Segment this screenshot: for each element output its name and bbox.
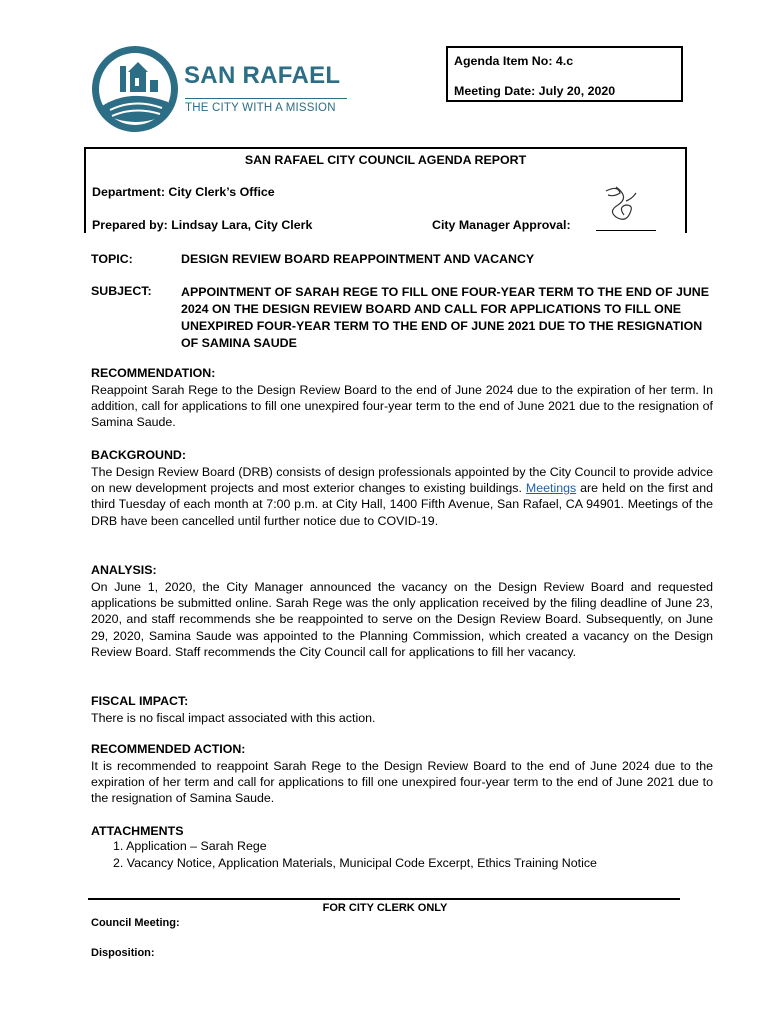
- report-title: SAN RAFAEL CITY COUNCIL AGENDA REPORT: [244, 153, 527, 167]
- recommended-action-heading: RECOMMENDED ACTION:: [91, 742, 246, 756]
- attachment-item: 2. Vacancy Notice, Application Materials, Municipal Code Excerpt, Ethics Training Notice: [113, 856, 597, 870]
- council-meeting-label: Council Meeting:: [91, 917, 180, 929]
- attachments-heading: ATTACHMENTS: [91, 824, 184, 838]
- topic-label: TOPIC:: [91, 252, 133, 266]
- analysis-text: On June 1, 2020, the City Manager announced the vacancy on the Design Review Board and requested applications be submitted online. Sarah Rege was the only application received by the filing deadline of June 23, 2020, and staff recommends she be reappointed to serve on the Design Review Board. Subsequently, on June 29, 2020, Samina Saude was appointed to the Planning Commission, which created a vacancy on the Design Review Board. Staff recommends the City Council call for applications to fill her vacancy.: [91, 580, 713, 659]
- background-text: [91, 464, 713, 529]
- analysis-heading: ANALYSIS:: [91, 563, 157, 577]
- recommendation-heading: RECOMMENDATION:: [91, 366, 216, 380]
- logo-title: SAN RAFAEL: [184, 62, 341, 89]
- background-text-start: The Design Review Board (DRB) consists of design professionals appointed by the City Council to provide advice on new development projects and most exterior changes to existing buildings.: [91, 465, 713, 496]
- prepared-by: Prepared by: Lindsay Lara, City Clerk: [92, 218, 313, 232]
- subject-value: APPOINTMENT OF SARAH REGE TO FILL ONE FOUR-YEAR TERM TO THE END OF JUNE 2024 ON THE DESIGN REVIEW BOARD AND CALL FOR APPLICATIONS TO FILL ONE UNEXPIRED FOUR-YEAR TERM TO THE END OF JUNE 2021 DUE TO THE RESIGNATION OF SAMINA SAUDE: [181, 285, 710, 350]
- background-text-end: are held on the first and third Tuesday of each month at 7:00 p.m. at City Hall, 1400 Fifth Avenue, San Rafael, CA 94901. Meetings of the DRB have been cancelled until further notice due to COVID-19.: [91, 481, 713, 528]
- topic-value: DESIGN REVIEW BOARD REAPPOINTMENT AND VACANCY: [181, 252, 535, 266]
- recommended-action-text: It is recommended to reappoint Sarah Rege to the Design Review Board to the end of June 2024 due to the expiration of her term and call for applications to fill one unexpired four-year term to the end of June 2021 due to the resignation of Samina Saude.: [91, 759, 713, 806]
- logo-divider: [185, 98, 347, 99]
- attachments-list: [113, 838, 597, 872]
- agenda-item-number: Agenda Item No: 4.c: [454, 54, 574, 68]
- signature-line: [596, 230, 656, 231]
- fiscal-impact-heading: FISCAL IMPACT:: [91, 694, 189, 708]
- recommendation-text: Reappoint Sarah Rege to the Design Review Board to the end of June 2024 due to the expiration of her term. In addition, call for applications to fill one unexpired four-year term to the end of June 2021 due to the resignation of Samina Saude.: [91, 383, 713, 430]
- footer-divider: [88, 898, 680, 900]
- logo-tagline: THE CITY WITH A MISSION: [185, 102, 336, 114]
- signature-icon: [596, 183, 656, 227]
- subject-label: SUBJECT:: [91, 284, 152, 298]
- disposition-label: Disposition:: [91, 947, 155, 959]
- fiscal-impact-text: There is no fiscal impact associated with this action.: [91, 711, 376, 725]
- meetings-link[interactable]: Meetings: [525, 481, 577, 496]
- attachment-item: 1. Application – Sarah Rege: [113, 839, 267, 853]
- city-seal-icon: [90, 44, 180, 134]
- agenda-info-box: [446, 46, 683, 102]
- city-logo: [90, 44, 370, 134]
- background-heading: BACKGROUND:: [91, 448, 186, 462]
- department: Department: City Clerk’s Office: [92, 185, 275, 199]
- clerk-only-label: FOR CITY CLERK ONLY: [322, 902, 448, 914]
- city-manager-approval: City Manager Approval:: [432, 218, 571, 232]
- meeting-date: Meeting Date: July 20, 2020: [454, 84, 616, 98]
